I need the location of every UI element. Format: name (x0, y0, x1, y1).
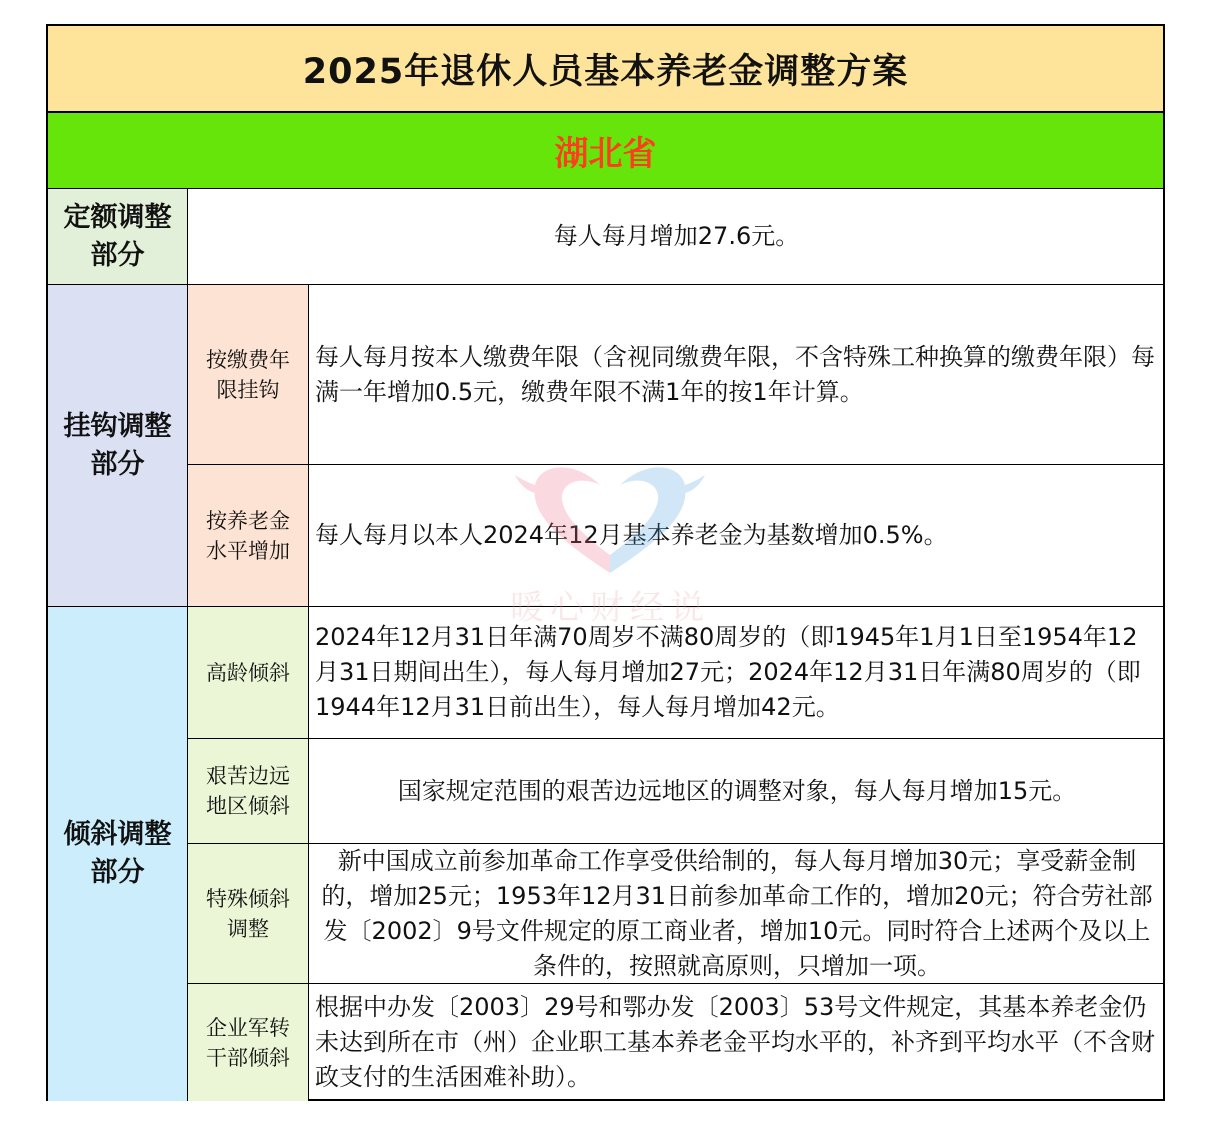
category-fixed: 定额调整部分 (48, 189, 188, 285)
sub-label-remote-area: 艰苦边远地区倾斜 (188, 739, 309, 844)
sub-label-military-cadre: 企业军转干部倾斜 (188, 984, 309, 1101)
pension-level-content: 每人每月以本人2024年12月基本养老金为基数增加0.5%。 (309, 465, 1165, 607)
sub-label-special: 特殊倾斜调整 (188, 844, 309, 984)
table-title: 2025年退休人员基本养老金调整方案 (48, 26, 1163, 113)
elderly-content: 2024年12月31日年满70周岁不满80周岁的（即1945年1月1日至1954年12月31日期间出生），每人每月增加27元；2024年12月31日年满80周岁的（即1944年12月31日前出生），每人每月增加42元。 (309, 607, 1165, 739)
category-linked: 挂钩调整部分 (48, 285, 188, 607)
sub-label-pension-level: 按养老金水平增加 (188, 465, 309, 607)
remote-area-content: 国家规定范围的艰苦边远地区的调整对象，每人每月增加15元。 (309, 739, 1165, 844)
special-content: 新中国成立前参加革命工作享受供给制的，每人每月增加30元；享受薪金制的，增加25元；1953年12月31日前参加革命工作的，增加20元；符合劳社部发〔2002〕9号文件规定的原工商业者，增加10元。同时符合上述两个及以上条件的，按照就高原则，只增加一项。 (309, 844, 1165, 984)
military-cadre-content: 根据中办发〔2003〕29号和鄂办发〔2003〕53号文件规定，其基本养老金仍未达到所在市（州）企业职工基本养老金平均水平的，补齐到平均水平（不含财政支付的生活困难补助）。 (315, 993, 1155, 1091)
province-header: 湖北省 (48, 113, 1163, 189)
sub-label-elderly: 高龄倾斜 (188, 607, 309, 739)
pension-table (46, 24, 1165, 1101)
watermark-text: 暖心财经说 (510, 588, 710, 628)
fixed-content: 每人每月增加27.6元。 (188, 189, 1165, 285)
sub-label-contribution-years: 按缴费年限挂钩 (188, 285, 309, 465)
category-tilt: 倾斜调整部分 (48, 607, 188, 1101)
contribution-years-content: 每人每月按本人缴费年限（含视同缴费年限，不含特殊工种换算的缴费年限）每满一年增加0.5元，缴费年限不满1年的按1年计算。 (309, 285, 1165, 465)
